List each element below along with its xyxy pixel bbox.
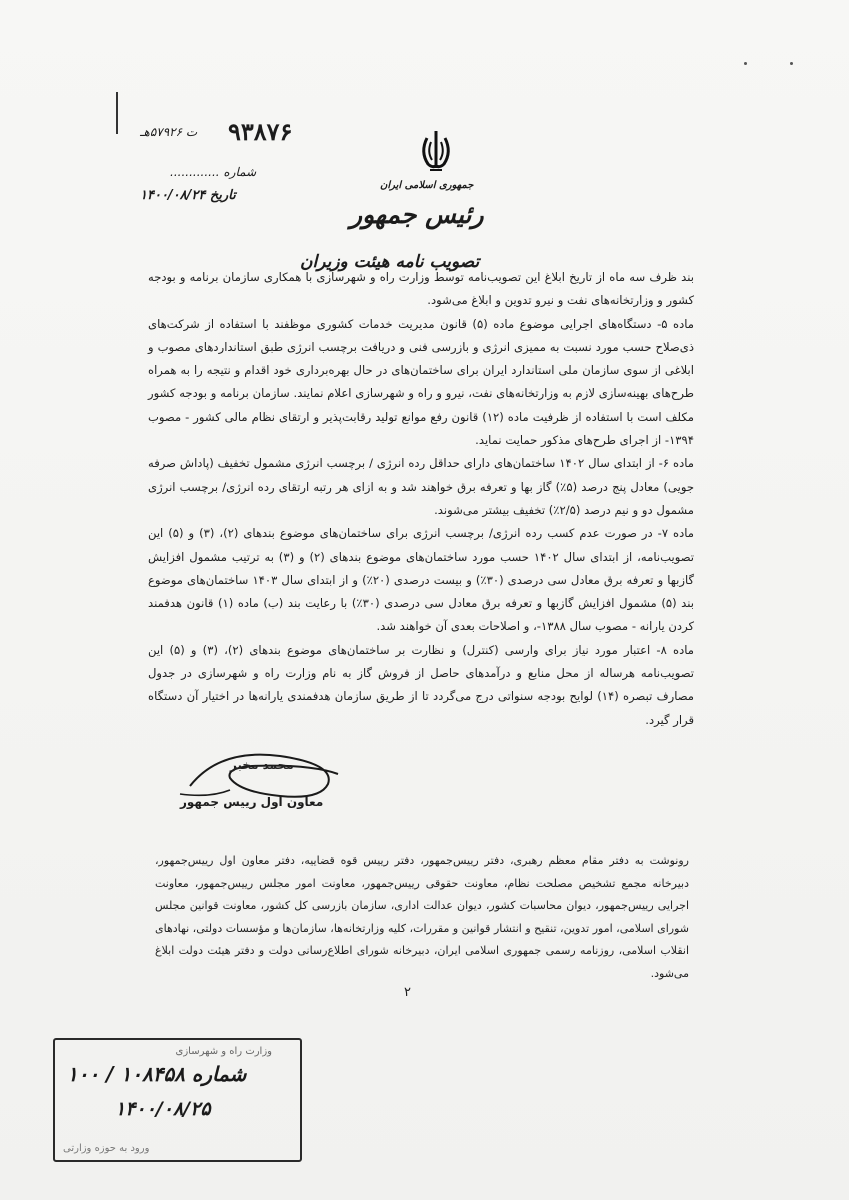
signatory-name: محمد مخبر — [230, 758, 294, 772]
carbon-copy-list — [155, 850, 689, 985]
number-field: شماره ............. — [170, 165, 257, 179]
registration-stamp — [53, 1038, 302, 1162]
paragraph-article-6: ماده ۶- از ابتدای سال ۱۴۰۲ ساختمان‌های دارای حداقل رده انرژی / برچسب انرژی مشمول تخفیف (پاداش صرفه جویی) معادل پنج درصد (۵٪) گاز بها و تعرفه برق خواهند شد و به ازای هر رتبه ارتقای رده انرژی/ برچسب انرژی مشمول دو و نیم درصد (۲/۵٪) تخفیف بیشتر می‌شوند. — [148, 456, 694, 517]
paragraph-clause: بند ظرف سه ماه از تاریخ ابلاغ این تصویب‌نامه توسط وزارت راه و شهرسازی با همکاری سازمان برنامه و بودجه کشور و وزارتخانه‌های نفت و نیرو تدوین و ابلاغ می‌شود. — [148, 270, 694, 308]
iran-emblem-icon — [414, 128, 458, 174]
president-title: رئیس جمهور — [350, 200, 484, 229]
stamp-ministry: وزارت راه و شهرسازی — [175, 1046, 272, 1057]
cc-paragraph: رونوشت به دفتر مقام معظم رهبری، دفتر رییس‌جمهور، دفتر رییس قوه قضاییه، دفتر معاون اول رییس‌جمهور، دبیرخانه مجمع تشخیص مصلحت نظام، معاونت حقوقی رییس‌جمهور، معاونت امور مجلس رییس‌جمهور، معاونت اجرایی رییس‌جمهور، دیوان محاسبات کشور، دیوان عدالت اداری، سازمان بازرسی کل کشور، معاونت قوانین مجلس شورای اسلامی، امور تدوین، تنقیح و انتشار قوانین و مقررات، کلیه وزارتخانه‌ها، سازمان‌ها و مؤسسات دولتی، نهادهای انقلاب اسلامی، روزنامه رسمی جمهوری اسلامی ایران، دبیرخانه شورای اطلاع‌رسانی دولت و دفتر هیئت دولت ابلاغ می‌شود. — [155, 854, 689, 980]
signatory-title: معاون اول رییس جمهور — [180, 795, 324, 809]
decree-body — [148, 266, 694, 732]
date-field: تاریخ ۱۴۰۰/۰۸/۲۴ — [140, 188, 236, 203]
republic-label: جمهوری اسلامی ایران — [380, 180, 474, 191]
paragraph-article-7: ماده ۷- در صورت عدم کسب رده انرژی/ برچسب انرژی برای ساختمان‌های موضوع بندهای (۲)، (۳) و (۵) این تصویب‌نامه، از ابتدای سال ۱۴۰۲ حسب مورد ساختمان‌های موضوع بندهای (۲) و (۳) به ترتیب مشمول افزایش گازبها و تعرفه برق معادل سی درصدی (۳۰٪) و بیست درصدی (۲۰٪) و از ابتدای سال ۱۴۰۳ ساختمان‌های موضوع بند (۵) مشمول افزایش گازبها و تعرفه برق معادل سی درصدی (۳۰٪) با رعایت بند (ب) ماده (۱) قانون هدفمند کردن یارانه - مصوب سال ۱۳۸۸-، و اصلاحات بعدی آن خواهند شد. — [148, 526, 694, 634]
page-number: ۲ — [404, 985, 411, 1000]
cabinet-decree-title: تصویب نامه هیئت وزیران — [300, 252, 480, 272]
reference-code: ت ۵۷۹۲۶هـ — [140, 125, 198, 139]
paragraph-article-8: ماده ۸- اعتبار مورد نیاز برای وارسی (کنترل) و نظارت بر ساختمان‌های موضوع بندهای (۲)، (۳) و (۵) این تصویب‌نامه هرساله از محل منابع و درآمدهای حاصل از فروش گاز به نام وزارت راه و شهرسازی در جدول مصارف تبصره (۱۴) لوایح بودجه سنواتی درج می‌گردد تا از طریق سازمان هدفمندی یارانه‌ها در اختیار آن دستگاه قرار گیرد. — [148, 642, 694, 727]
paragraph-article-5: ماده ۵- دستگاه‌های اجرایی موضوع ماده (۵) قانون مدیریت خدمات کشوری موظفند با استفاده از شرکت‌های ذی‌صلاح حسب مورد نسبت به ممیزی انرژی و بازرسی فنی و دریافت برچسب انرژی طبق استانداردهای مصوب و ابلاغی از سوی سازمان ملی استاندارد ایران برای ساختمان‌های در حال بهره‌برداری خود اقدام و نتیجه را به همراه طرح‌های بهینه‌سازی لازم به وزارتخانه‌های نفت، نیرو و راه و شهرسازی اعلام نمایند. سازمان برنامه و بودجه کشور مکلف است با استفاده از ظرفیت ماده (۱۲) قانون رفع موانع تولید رقابت‌پذیر و ارتقای نظام مالی کشور - مصوب ۱۳۹۴- از اجرای طرح‌های مذکور حمایت نماید. — [148, 316, 694, 448]
scan-speck — [790, 62, 793, 65]
stamp-date: ۱۴۰۰/۰۸/۲۵ — [115, 1098, 211, 1120]
margin-mark — [116, 92, 118, 134]
stamp-registration-number: شماره ۱۰۸۴۵۸ / ۱۰۰ — [67, 1062, 247, 1086]
stamp-footer: ورود به حوزه وزارتی — [63, 1143, 150, 1154]
document-number: ۹۳۸۷۶ — [228, 117, 293, 146]
scan-speck — [744, 62, 747, 65]
